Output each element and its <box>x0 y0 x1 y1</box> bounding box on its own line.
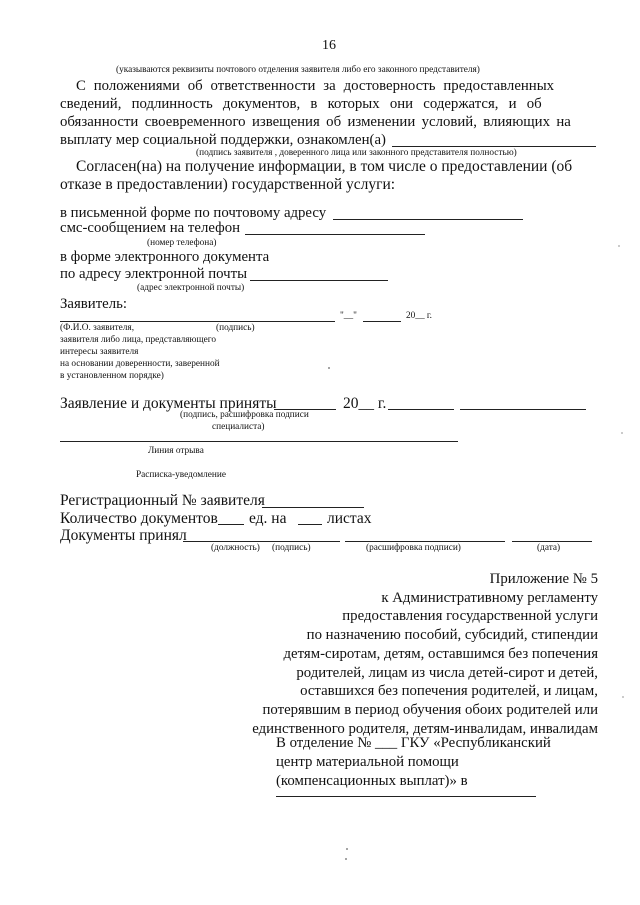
accepted-specialist-field-1[interactable] <box>388 409 454 410</box>
applicant-caption-l5: в установленном порядке) <box>60 371 164 381</box>
applicant-date-day[interactable]: "__" <box>340 311 357 321</box>
applicant-name-field[interactable] <box>60 321 335 322</box>
appendix-line-6: родителей, лицам из числа детей-сирот и детей, <box>296 664 598 681</box>
addressee-line-3: (компенсационных выплат)» в <box>276 773 468 789</box>
accepted-caption-l2: специалиста) <box>212 422 265 432</box>
receipt-cap-sign: (подпись) <box>272 543 311 553</box>
receipt-count-field[interactable] <box>218 524 244 525</box>
consent-line-1: Согласен(на) на получение информации, в том числе о предоставлении (об <box>76 158 573 175</box>
addressee-line-1: В отделение № ___ ГКУ «Республиканский <box>276 735 551 751</box>
appendix-line-2: к Административному регламенту <box>381 589 598 606</box>
postal-caption: (указываются реквизиты почтового отделения заявителя либо его законного представителя) <box>116 65 480 75</box>
applicant-date-month[interactable] <box>363 321 401 322</box>
delivery-electronic-label: в форме электронного документа <box>60 249 270 265</box>
speck <box>346 848 348 850</box>
ack-line-1: С положениями об ответственности за достоверность предоставленных <box>76 78 555 94</box>
receipt-cap-date: (дата) <box>537 543 561 553</box>
receipt-count-label: Количество документов <box>60 510 218 527</box>
page-number: 16 <box>322 38 336 53</box>
speck <box>621 432 623 434</box>
appendix-line-8: потерявшим в период обучения обоих родителей или <box>262 701 598 718</box>
addressee-field[interactable] <box>276 796 536 797</box>
phone-caption: (номер телефона) <box>147 238 217 248</box>
appendix-line-3: предоставления государственной услуги <box>342 608 598 625</box>
receipt-sheets-field[interactable] <box>298 524 322 525</box>
receipt-decode-field[interactable] <box>345 541 505 542</box>
ack-signature-line[interactable] <box>392 146 596 147</box>
appendix-line-1: Приложение № 5 <box>489 571 598 587</box>
appendix-line-4: по назначению пособий, субсидий, стипендии <box>306 627 598 644</box>
receipt-cap-decode: (расшифровка подписи) <box>366 543 461 553</box>
tear-line-label: Линия отрыва <box>148 446 204 456</box>
receipt-count-suffix: листах <box>327 510 372 527</box>
applicant-caption-sign: (подпись) <box>216 323 255 333</box>
receipt-date-field[interactable] <box>512 541 592 542</box>
accepted-caption-l1: (подпись, расшифровка подписи <box>180 410 309 420</box>
accepted-year[interactable]: 20__ г. <box>343 395 387 412</box>
applicant-label: Заявитель: <box>60 296 127 312</box>
applicant-date-year[interactable]: 20__ г. <box>406 311 433 321</box>
consent-line-2: отказе в предоставлении) государственной услуги: <box>60 176 396 193</box>
accepted-label: Заявление и документы приняты <box>60 395 277 412</box>
speck <box>622 696 624 698</box>
receipt-reg-label: Регистрационный № заявителя <box>60 492 265 509</box>
applicant-caption-l3: интересы заявителя <box>60 347 139 357</box>
delivery-sms-label: смс-сообщением на телефон <box>60 220 241 236</box>
appendix-block <box>252 570 598 738</box>
ack-line-2: сведений, подлинность документов, в которых они содержатся, и об <box>60 96 542 112</box>
speck <box>328 367 330 369</box>
delivery-email-label: по адресу электронной почты <box>60 266 248 282</box>
email-caption: (адрес электронной почты) <box>137 283 245 293</box>
applicant-caption-fio: (Ф.И.О. заявителя, <box>60 323 135 333</box>
receipt-accepted-label: Документы принял <box>60 527 187 544</box>
applicant-caption-l2: заявителя либо лица, представляющего <box>60 335 216 345</box>
applicant-caption-l4: на основании доверенности, заверенной <box>60 359 220 369</box>
appendix-line-5: детям-сиротам, детям, оставшимся без попечения <box>283 645 598 662</box>
ack-caption: (подпись заявителя , доверенного лица или законного представителя полностью) <box>196 148 517 158</box>
appendix-line-7: оставшихся без попечения родителей, и лицам, <box>300 683 598 700</box>
postal-address-field[interactable] <box>333 219 523 220</box>
speck <box>345 858 347 860</box>
receipt-reg-field[interactable] <box>262 507 364 508</box>
delivery-postal-label: в письменной форме по почтовому адресу <box>60 205 327 221</box>
ack-line-4: выплату мер социальной поддержки, ознакомлен(а) <box>60 132 386 148</box>
speck <box>618 245 620 247</box>
phone-field[interactable] <box>245 234 425 235</box>
receipt-cap-position: (должность) <box>211 543 260 553</box>
receipt-count-mid: ед. на <box>249 510 287 527</box>
tear-line-rule <box>60 441 458 442</box>
receipt-position-field[interactable] <box>183 541 340 542</box>
receipt-title: Расписка-уведомление <box>136 470 227 480</box>
accepted-specialist-field-2[interactable] <box>460 409 586 410</box>
email-field[interactable] <box>250 280 388 281</box>
appendix-line-9: единственного родителя, детям-инвалидам, инвалидам <box>252 720 598 737</box>
addressee-line-2: центр материальной помощи <box>276 754 459 770</box>
ack-line-3: обязанности своевременного извещения об изменении условий, влияющих на <box>60 114 571 130</box>
